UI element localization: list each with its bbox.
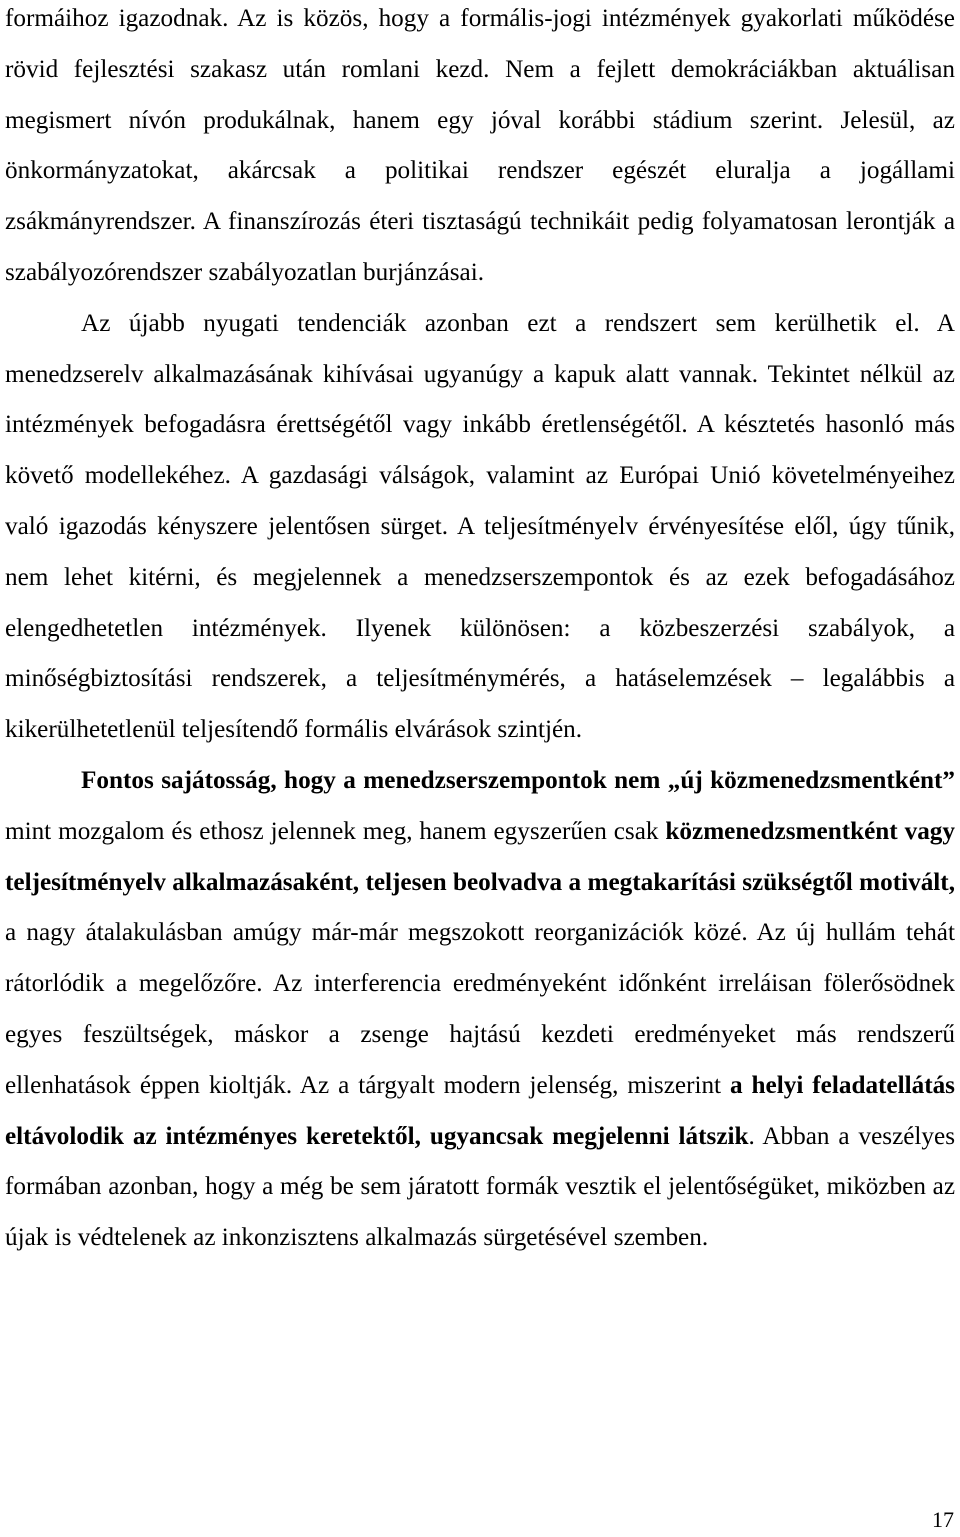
text-run-3: . Abban a veszélyes formában azonban, hogy a még be sem járatott formák vesztik el jelentőségüket, miközben az újak is védtelenek az inkonzisztens alkalmazás sürgetésével szemben. — [5, 1122, 955, 1252]
bold-phrase-1: Fontos sajátosság, hogy a menedzserszempontok nem „új közmenedzsmentként” — [81, 766, 955, 794]
text-run-1: mint mozgalom és ethosz jelennek meg, hanem egyszerűen csak — [5, 817, 666, 845]
document-page — [5, 0, 955, 1264]
bold-phrase-3: a helyi feladatellátás eltávolodik az intézményes keretektől, ugyancsak megjelenni látszik — [5, 1071, 955, 1150]
paragraph-3 — [5, 756, 955, 1264]
paragraph-2: Az újabb nyugati tendenciák azonban ezt a rendszert sem kerülhetik el. A menedzserelv alkalmazásának kihívásai ugyanúgy a kapuk alatt vannak. Tekintet nélkül az intézmények befogadásra érettségétől vagy inkább éretlenségétől. A késztetés hasonló más követő modellekéhez. A gazdasági válságok, valamint az Európai Unió követelményeihez való igazodás kényszere jelentősen sürget. A teljesítményelv érvényesítése elől, úgy tűnik, nem lehet kitérni, és megjelennek a menedzserszempontok és az ezek befogadásához elengedhetetlen intézmények. Ilyenek különösen: a közbeszerzési szabályok, a minőségbiztosítási rendszerek, a teljesítménymérés, a hatáselemzések – legalábbis a kikerülhetetlenül teljesítendő formális elvárások szintjén. — [5, 309, 955, 744]
text-run-2: a nagy átalakulásban amúgy már-már megszokott reorganizációk közé. Az új hullám tehát rátorlódik a megelőzőre. Az interferencia eredményeként időnként irreláisan fölerősödnek egyes feszültségek, máskor a zsenge hajtású kezdeti eredményeket más rendszerű ellenhatások éppen kioltják. Az a tárgyalt modern jelenség, miszerint — [5, 919, 955, 1099]
paragraph-1: formáihoz igazodnak. Az is közös, hogy a formális-jogi intézmények gyakorlati működése rövid fejlesztési szakasz után romlani kezd. Nem a fejlett demokráciákban aktuálisan megismert nívón produkálnak, hanem egy jóval korábbi stádium szerint. Jelesül, az önkormányzatokat, akárcsak a politikai rendszer egészét eluralja a jogállami zsákmányrendszer. A finanszírozás éteri tisztaságú technikáit pedig folyamatosan lerontják a szabályozórendszer szabályozatlan burjánzásai. — [5, 5, 955, 286]
page-number: 17 — [932, 1507, 954, 1532]
bold-phrase-2: közmenedzsmentként vagy teljesítményelv alkalmazásaként, teljesen beolvadva a megtakarítási szükségtől motivált, — [5, 817, 955, 896]
